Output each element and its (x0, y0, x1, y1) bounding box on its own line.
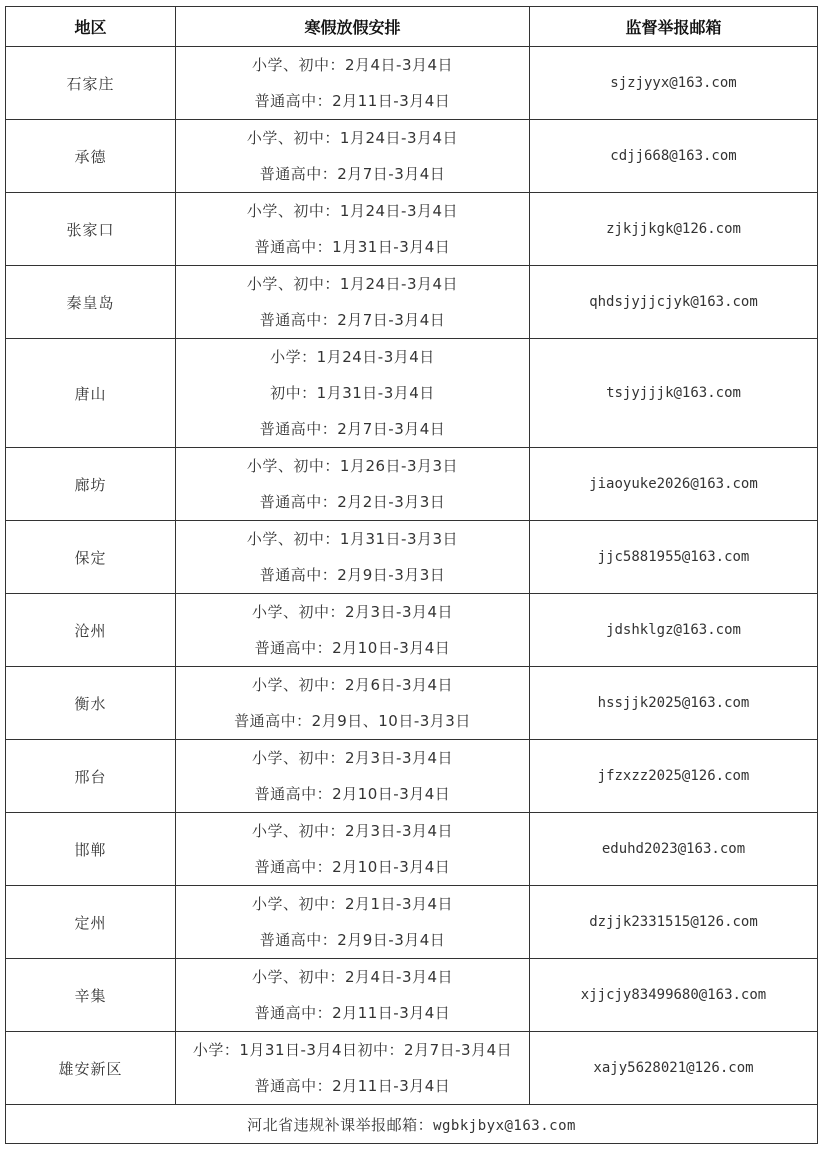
schedule-line: 普通高中：2月7日-3月4日 (259, 311, 446, 329)
email-cell: sjzjyyx@163.com (530, 47, 818, 120)
table-body (6, 47, 818, 1144)
header-email: 监督举报邮箱 (530, 7, 818, 47)
region-cell: 邯郸 (6, 813, 176, 886)
schedule-cell (176, 959, 530, 1032)
schedule-cell (176, 448, 530, 521)
table-row (6, 813, 818, 886)
schedule-line: 小学：1月24日-3月4日 (270, 348, 435, 366)
schedule-cell (176, 886, 530, 959)
schedule-line: 普通高中：2月10日-3月4日 (254, 785, 451, 803)
email-cell: qhdsjyjjcjyk@163.com (530, 266, 818, 339)
region-cell: 石家庄 (6, 47, 176, 120)
table-row (6, 959, 818, 1032)
schedule-cell (176, 339, 530, 448)
schedule-cell (176, 266, 530, 339)
email-cell: zjkjjkgk@126.com (530, 193, 818, 266)
schedule-line: 小学、初中：2月6日-3月4日 (251, 676, 454, 694)
schedule-line: 普通高中：2月10日-3月4日 (254, 858, 451, 876)
table-row (6, 339, 818, 448)
region-cell: 张家口 (6, 193, 176, 266)
schedule-line: 小学、初中：2月1日-3月4日 (251, 895, 454, 913)
schedule-line: 普通高中：2月7日-3月4日 (259, 420, 446, 438)
table-row (6, 1032, 818, 1105)
schedule-cell (176, 1032, 530, 1105)
region-cell: 邢台 (6, 740, 176, 813)
schedule-cell (176, 521, 530, 594)
schedule-line: 小学、初中：1月24日-3月4日 (246, 275, 459, 293)
email-cell: xajy5628021@126.com (530, 1032, 818, 1105)
schedule-line: 小学、初中：1月24日-3月4日 (246, 202, 459, 220)
schedule-line: 普通高中：2月7日-3月4日 (259, 165, 446, 183)
schedule-cell (176, 193, 530, 266)
table-row (6, 740, 818, 813)
footer-row (6, 1105, 818, 1144)
holiday-schedule-table (5, 6, 818, 1144)
footer-label: 河北省违规补课举报邮箱： (247, 1115, 434, 1134)
region-cell: 保定 (6, 521, 176, 594)
schedule-cell (176, 740, 530, 813)
table-row (6, 47, 818, 120)
region-cell: 秦皇岛 (6, 266, 176, 339)
schedule-cell (176, 594, 530, 667)
schedule-line: 小学、初中：2月3日-3月4日 (251, 749, 454, 767)
region-cell: 沧州 (6, 594, 176, 667)
region-cell: 承德 (6, 120, 176, 193)
table-row (6, 448, 818, 521)
schedule-line: 普通高中：2月9日、10日-3月3日 (234, 712, 471, 730)
schedule-line: 小学、初中：2月3日-3月4日 (251, 822, 454, 840)
region-cell: 雄安新区 (6, 1032, 176, 1105)
schedule-line: 普通高中：2月9日-3月3日 (259, 566, 446, 584)
schedule-line: 普通高中：2月11日-3月4日 (254, 1004, 451, 1022)
region-cell: 唐山 (6, 339, 176, 448)
schedule-line: 普通高中：2月10日-3月4日 (254, 639, 451, 657)
table-row (6, 886, 818, 959)
schedule-cell (176, 667, 530, 740)
schedule-line: 普通高中：2月11日-3月4日 (254, 1077, 451, 1095)
schedule-cell (176, 120, 530, 193)
email-cell: dzjjk2331515@126.com (530, 886, 818, 959)
schedule-line: 小学、初中：2月4日-3月4日 (251, 56, 454, 74)
schedule-line: 小学、初中：1月26日-3月3日 (246, 457, 459, 475)
schedule-line: 初中：1月31日-3月4日 (270, 384, 435, 402)
schedule-line: 小学、初中：2月4日-3月4日 (251, 968, 454, 986)
table-row (6, 521, 818, 594)
email-cell: hssjjk2025@163.com (530, 667, 818, 740)
email-cell: jdshklgz@163.com (530, 594, 818, 667)
schedule-cell (176, 47, 530, 120)
region-cell: 衡水 (6, 667, 176, 740)
schedule-line: 普通高中：2月2日-3月3日 (259, 493, 446, 511)
schedule-cell (176, 813, 530, 886)
table-row (6, 266, 818, 339)
schedule-line: 小学：1月31日-3月4日初中：2月7日-3月4日 (192, 1041, 513, 1059)
region-cell: 廊坊 (6, 448, 176, 521)
table-row (6, 120, 818, 193)
schedule-line: 普通高中：2月9日-3月4日 (259, 931, 446, 949)
footer-cell (6, 1105, 818, 1144)
table-row (6, 667, 818, 740)
email-cell: eduhd2023@163.com (530, 813, 818, 886)
region-cell: 定州 (6, 886, 176, 959)
schedule-line: 普通高中：1月31日-3月4日 (254, 238, 451, 256)
schedule-line: 小学、初中：2月3日-3月4日 (251, 603, 454, 621)
table-row (6, 193, 818, 266)
schedule-line: 小学、初中：1月24日-3月4日 (246, 129, 459, 147)
table-row (6, 594, 818, 667)
email-cell: jiaoyuke2026@163.com (530, 448, 818, 521)
email-cell: cdjj668@163.com (530, 120, 818, 193)
email-cell: xjjcjy83499680@163.com (530, 959, 818, 1032)
schedule-line: 普通高中：2月11日-3月4日 (254, 92, 451, 110)
header-schedule: 寒假放假安排 (176, 7, 530, 47)
table-header-row (6, 7, 818, 47)
email-cell: tsjyjjjk@163.com (530, 339, 818, 448)
email-cell: jjc5881955@163.com (530, 521, 818, 594)
header-region: 地区 (6, 7, 176, 47)
schedule-line: 小学、初中：1月31日-3月3日 (246, 530, 459, 548)
region-cell: 辛集 (6, 959, 176, 1032)
holiday-schedule-table-wrapper (5, 6, 818, 1144)
email-cell: jfzxzz2025@126.com (530, 740, 818, 813)
footer-email: wgbkjbyx@163.com (433, 1117, 576, 1134)
